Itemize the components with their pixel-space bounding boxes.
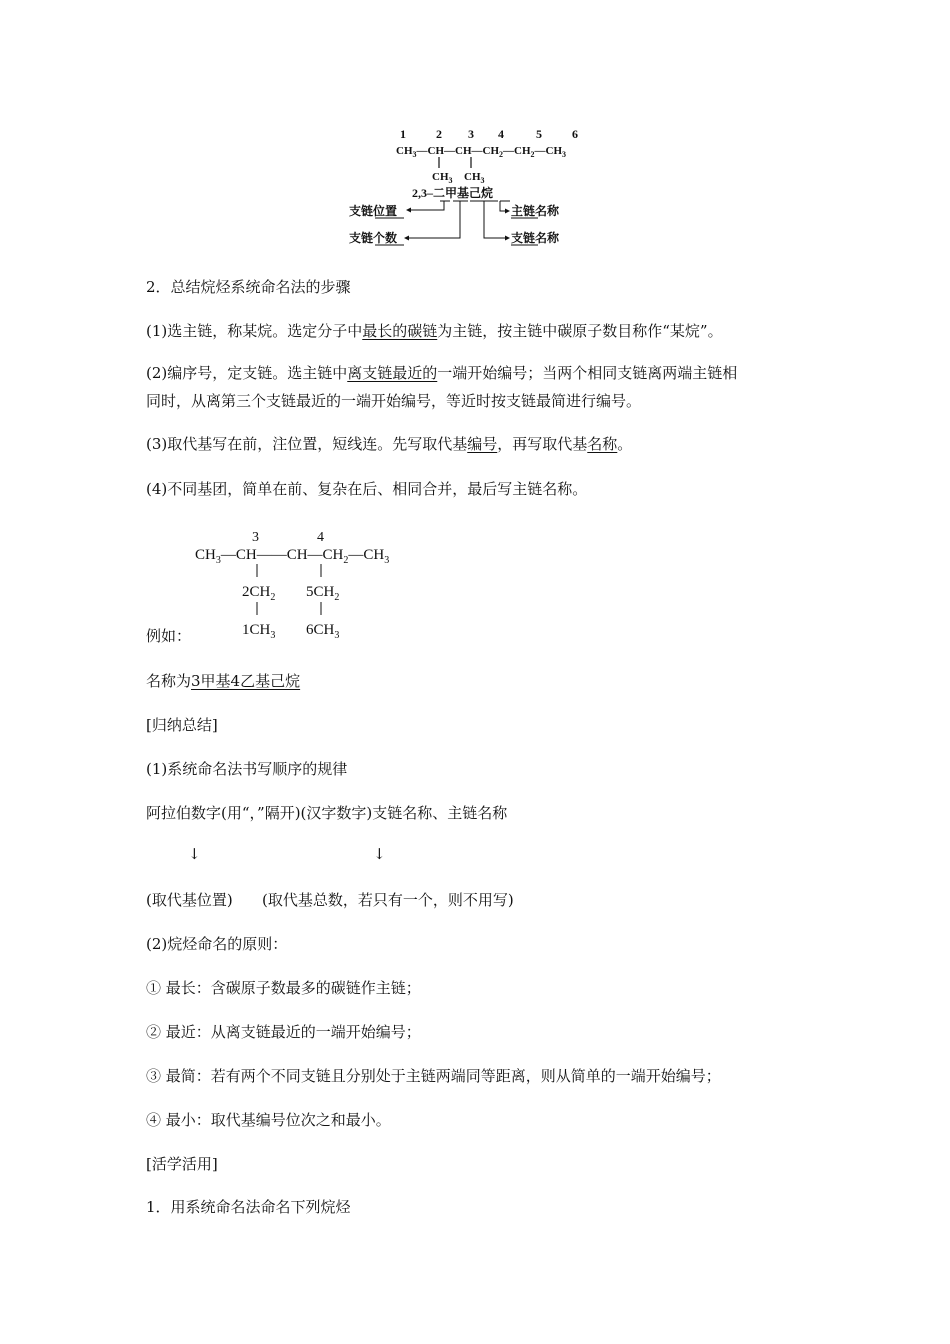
rule-2-heading: (2)烷烃命名的原则： [146, 935, 288, 953]
label-branch-name: 支链名称 [511, 231, 560, 245]
carbon-number-2: 2 [436, 127, 442, 141]
label-branch-position: 支链位置 [349, 204, 398, 218]
step-1: (1)选主链，称某烷。选定分子中最长的碳链为主链，按主链中碳原子数目称作“某烷”。 [146, 322, 723, 340]
carbon-number-6: 6 [572, 127, 578, 141]
example-name: 名称为3甲基4乙基己烷 [146, 672, 301, 690]
carbon-number-3: 3 [252, 530, 259, 545]
label-branch-count: 支链个数 [349, 231, 398, 245]
example-structure-figure [190, 524, 470, 644]
ethyl-c6: $6CH_3$ [306, 622, 340, 641]
rule-1-order: 阿拉伯数字(用“，”隔开)(汉字数字)支链名称、主链名称 [146, 804, 508, 822]
methyl-branch-2: $CH_3$ [432, 171, 453, 185]
practice-question-1: 1．用系统命名法命名下列烷烃 [146, 1198, 351, 1216]
principle-longest: ① 最长：含碳原子数最多的碳链作主链； [146, 979, 421, 997]
compound-name: 2,3–二甲基己烷 [412, 186, 494, 200]
summary-heading: [归纳总结] [146, 716, 218, 734]
label-main-chain-name: 主链名称 [511, 204, 560, 218]
step-2: (2)编序号，定支链。选主链中离支链最近的一端开始编号；当两个相同支链离两端主链相 [146, 364, 738, 382]
rule-1-note-position: (取代基位置) [146, 891, 233, 909]
methyl-branch-3: $CH_3$ [464, 171, 485, 185]
principle-nearest: ② 最近：从离支链最近的一端开始编号； [146, 1023, 421, 1041]
step-4: (4)不同基团，简单在前、复杂在后、相同合并，最后写主链名称。 [146, 480, 588, 498]
step-3: (3)取代基写在前，注位置，短线连。先写取代基编号，再写取代基名称。 [146, 435, 633, 453]
principle-simplest: ③ 最简：若有两个不同支链且分别处于主链两端同等距离，则从简单的一端开始编号； [146, 1067, 721, 1085]
practice-heading: [活学活用] [146, 1155, 218, 1173]
main-chain-formula: $CH_3—CH—CH—CH_2—CH_2—CH_3$ [396, 145, 566, 159]
main-chain-formula: $CH_3—CH——CH—CH_2—CH_3$ [195, 547, 390, 566]
principle-smallest: ④ 最小：取代基编号位次之和最小。 [146, 1111, 391, 1129]
down-arrow-icon: ↓ [188, 845, 201, 863]
rule-1-heading: (1)系统命名法书写顺序的规律 [146, 760, 348, 778]
ethyl-c5: $5CH_2$ [306, 584, 340, 603]
naming-structure-figure [340, 122, 610, 252]
ethyl-c2: $2CH_2$ [242, 584, 276, 603]
carbon-number-1: 1 [400, 127, 406, 141]
down-arrow-icon: ↓ [373, 845, 386, 863]
step-2-continued: 同时，从离第三个支链最近的一端开始编号，等近时按支链最简进行编号。 [146, 392, 642, 410]
carbon-number-5: 5 [536, 127, 542, 141]
example-label: 例如： [146, 627, 192, 645]
ethyl-c1: $1CH_3$ [242, 622, 276, 641]
carbon-number-4: 4 [498, 127, 504, 141]
section-heading: 2．总结烷烃系统命名法的步骤 [146, 278, 351, 296]
rule-1-note-count: (取代基总数，若只有一个，则不用写) [262, 891, 514, 909]
carbon-number-4: 4 [317, 530, 324, 545]
carbon-number-3: 3 [468, 127, 474, 141]
